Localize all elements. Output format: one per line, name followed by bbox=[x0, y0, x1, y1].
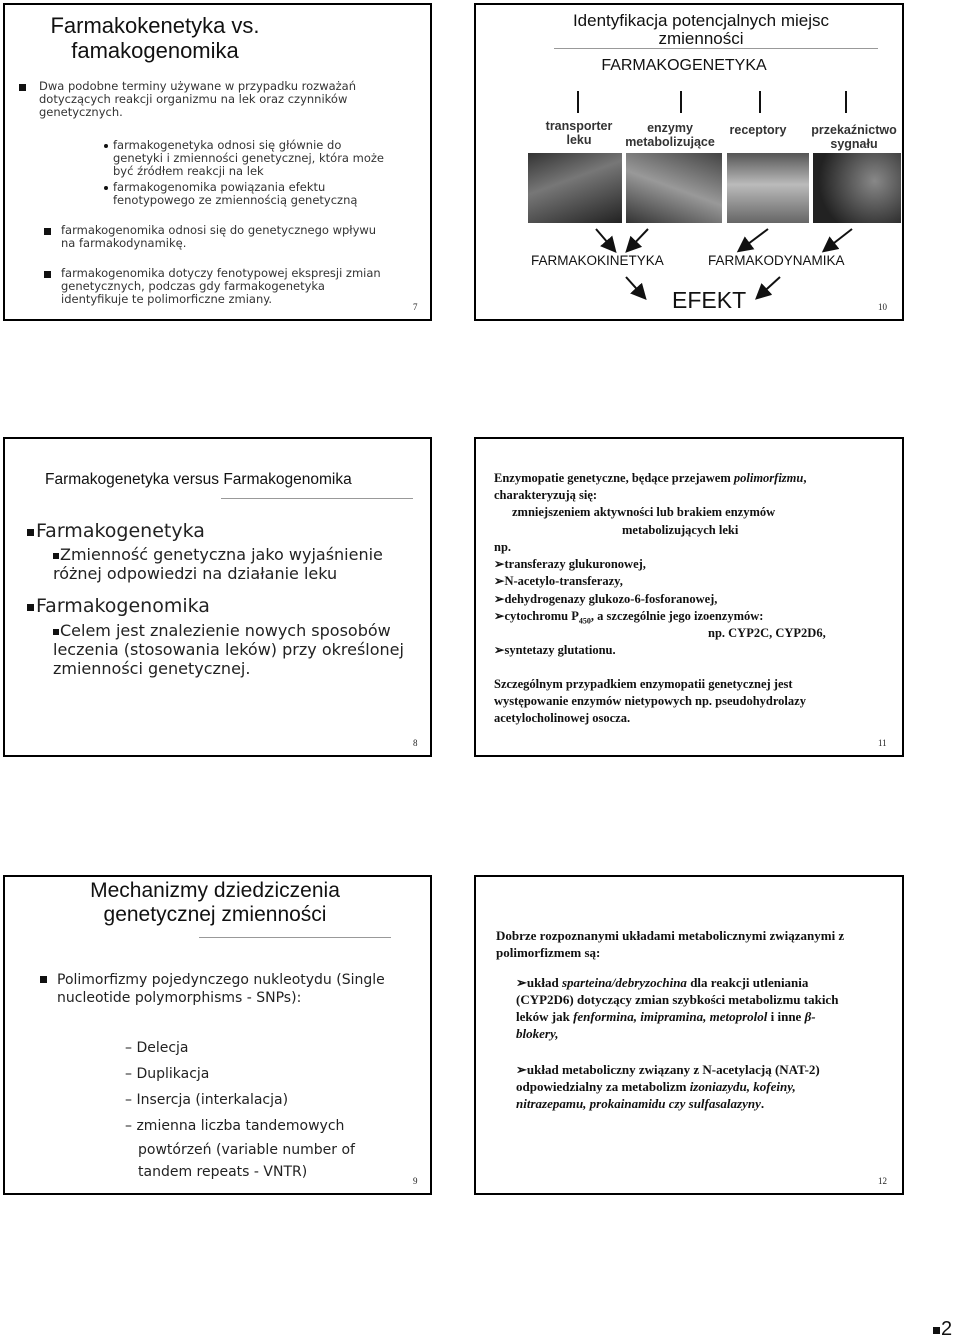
label-line: metabolizujące bbox=[625, 135, 715, 149]
text-line: fenotypowego ze zmiennością genetyczną bbox=[113, 193, 358, 207]
label-line: receptory bbox=[729, 123, 787, 137]
text-line: dotyczących reakcji organizmu na lek oraz czynników bbox=[39, 92, 348, 106]
text-line: (CYP2D6) dotyczący zmian szybkości metabolizmu takich bbox=[516, 992, 839, 1007]
slide-8 bbox=[3, 437, 432, 757]
text-line: leków jak fenformina, imipramina, metoprolol i inne β- bbox=[516, 1009, 816, 1024]
arrow-icon bbox=[740, 229, 768, 250]
arrow-bullet-icon: ➢ bbox=[516, 1062, 527, 1077]
arrow-bullet-icon: ➢ bbox=[494, 574, 505, 588]
label-line: leku bbox=[566, 133, 592, 147]
label-line: przekaźnictwo bbox=[811, 123, 897, 137]
title-underline bbox=[199, 937, 391, 938]
flow-arrows bbox=[476, 5, 904, 321]
text-line: nitrazepamu, prokainamidu czy sulfasalazyny. bbox=[516, 1096, 765, 1111]
dot-item bbox=[113, 139, 403, 178]
arrow-icon bbox=[596, 229, 614, 250]
text-line: genetyki i zmienności genetycznej, która może bbox=[113, 151, 384, 165]
text-line: Polimorfizmy pojedynczego nukleotydu (Single bbox=[57, 972, 385, 988]
text-line: nucleotide polymorphisms - SNPs): bbox=[57, 990, 302, 1006]
text-line: farmakogenetyka odnosi się głównie do bbox=[113, 138, 342, 152]
arrow-bullet-icon: ➢ bbox=[494, 643, 505, 657]
bullet-2 bbox=[61, 224, 421, 250]
text-line: farmakogenomika dotyczy fenotypowej ekspresji zmian bbox=[61, 266, 381, 280]
text-line: genetycznych. bbox=[39, 105, 123, 119]
text-line: Zmienność genetyczna jako wyjaśnienie bbox=[60, 545, 383, 564]
square-bullet-icon bbox=[44, 228, 51, 235]
arrow-bullet-icon: ➢ bbox=[494, 592, 505, 606]
page-number: 11 bbox=[878, 738, 887, 748]
heading-text: Farmakogenetyka bbox=[36, 520, 205, 542]
text-line: polimorfizmem są: bbox=[496, 945, 601, 960]
text-line: leczenia (stosowania leków) przy określonej bbox=[53, 640, 404, 659]
dot-bullet-icon bbox=[104, 186, 108, 190]
arrow-icon bbox=[628, 229, 648, 250]
slide-11 bbox=[474, 437, 904, 757]
text-line: występowanie enzymów nietypowych np. pseudohydrolazy bbox=[494, 694, 806, 708]
text-farmakogenetyka bbox=[53, 545, 432, 583]
title-line: zmienności bbox=[658, 29, 744, 48]
text-line: genetycznych, podczas gdy farmakogenetyka bbox=[61, 279, 325, 293]
heading-farmakogenomika bbox=[27, 595, 210, 617]
text-line: na farmakodynamikę. bbox=[61, 236, 187, 250]
square-bullet-icon bbox=[44, 271, 51, 278]
arrow-icon bbox=[758, 277, 780, 297]
list-item: ➢układ metaboliczny związany z N-acetylacją (NAT-2) bbox=[516, 1062, 820, 1077]
text-farmakogenomika bbox=[53, 621, 432, 678]
dot-item bbox=[113, 181, 403, 207]
text-line: charakteryzują się: bbox=[494, 488, 598, 502]
slide-8-title: Farmakogenetyka versus Farmakogenomika bbox=[45, 471, 352, 488]
label-line: transporter bbox=[545, 119, 613, 133]
text-line: blokery, bbox=[516, 1026, 559, 1041]
arrow-bullet-icon: ➢ bbox=[516, 975, 527, 990]
arrow-bullet-icon: ➢ bbox=[494, 609, 505, 623]
page-number: 7 bbox=[413, 302, 418, 312]
title-line: famakogenomika bbox=[71, 38, 239, 63]
page-number: 9 bbox=[413, 1176, 418, 1186]
text-line: odpowiedzialny za metabolizm izoniazydu, kofeiny, bbox=[516, 1079, 796, 1094]
list-item: ➢transferazy glukuronowej, bbox=[494, 557, 646, 571]
snp-bullet bbox=[57, 971, 427, 1007]
text-line: np. bbox=[494, 540, 512, 554]
square-bullet-icon bbox=[27, 529, 34, 536]
text-line: farmakogenomika powiązania efektu bbox=[113, 180, 326, 194]
text-line: zmniejszeniem aktywności lub brakiem enzymów bbox=[512, 505, 776, 519]
slide-9-title bbox=[45, 879, 385, 927]
slide-10 bbox=[474, 3, 904, 321]
text-line: farmakogenomika odnosi się do genetycznego wpływu bbox=[61, 223, 377, 237]
square-bullet-icon bbox=[933, 1327, 940, 1334]
square-bullet-icon bbox=[40, 976, 47, 983]
square-bullet-icon bbox=[19, 84, 26, 91]
text-line: metabolizujących leki bbox=[622, 523, 739, 537]
text-line: Celem jest znalezienie nowych sposobów bbox=[60, 621, 391, 640]
label-line: sygnału bbox=[830, 137, 878, 151]
page-number: 12 bbox=[878, 1176, 887, 1186]
text-line: być źródłem reakcji na lek bbox=[113, 164, 264, 178]
list-item: – Duplikacja bbox=[125, 1066, 210, 1082]
square-bullet-icon bbox=[53, 629, 59, 635]
list-item: ➢N-acetylo-transferazy, bbox=[494, 574, 623, 588]
sheet-page-number: 2 bbox=[933, 1318, 952, 1341]
text-line: Dwa podobne terminy używane w przypadku rozważań bbox=[39, 79, 357, 93]
arrow-bullet-icon: ➢ bbox=[494, 557, 505, 571]
title-line: Identyfikacja potencjalnych miejsc bbox=[572, 11, 830, 30]
title-line: genetycznej zmienności bbox=[103, 903, 327, 926]
square-bullet-icon bbox=[53, 553, 59, 559]
text-line: powtórzeń (variable number of bbox=[138, 1142, 355, 1158]
slide-9 bbox=[3, 875, 432, 1195]
dot-bullet-icon bbox=[104, 144, 108, 148]
text-line: tandem repeats - VNTR) bbox=[138, 1164, 308, 1180]
intro-bullet bbox=[39, 80, 429, 119]
text-line: Dobrze rozpoznanymi układami metabolicznymi związanymi z bbox=[496, 928, 845, 943]
list-item: – Insercja (interkalacja) bbox=[125, 1092, 289, 1108]
list-item: – zmienna liczba tandemowych bbox=[125, 1118, 345, 1134]
square-bullet-icon bbox=[27, 604, 34, 611]
efekt-label: EFEKT bbox=[672, 287, 747, 313]
title-line: Farmakokenetyka vs. bbox=[50, 13, 260, 38]
text-line: zmienności genetycznej. bbox=[53, 659, 251, 678]
arrow-icon bbox=[825, 229, 852, 250]
list-item: ➢cytochromu $P_{450}$, a szczególnie jego izoenzymów: bbox=[494, 609, 764, 626]
list-item: – Delecja bbox=[125, 1040, 189, 1056]
title-underline bbox=[221, 498, 413, 499]
page-number: 8 bbox=[413, 738, 418, 748]
list-item: ➢syntetazy glutationu. bbox=[494, 643, 616, 657]
slide-12 bbox=[474, 875, 904, 1195]
text-line: Enzymopatie genetyczne, będące przejawem polimorfizmu, bbox=[494, 471, 807, 485]
farmakodynamika-label: FARMAKODYNAMIKA bbox=[708, 253, 845, 268]
heading-text: Farmakogenomika bbox=[36, 595, 210, 617]
title-line: Mechanizmy dziedziczenia bbox=[90, 879, 340, 902]
sub-list bbox=[125, 1035, 355, 1183]
text-line: np. CYP2C, CYP2D6, bbox=[708, 626, 826, 640]
farmakokinetyka-label: FARMAKOKINETYKA bbox=[531, 253, 664, 268]
text-line: różnej odpowiedzi na działanie leku bbox=[53, 564, 338, 583]
bullet-3 bbox=[61, 267, 421, 306]
label-line: enzymy bbox=[647, 121, 693, 135]
farmakogenetyka-heading: FARMAKOGENETYKA bbox=[601, 57, 767, 74]
slide-7-title bbox=[5, 13, 305, 63]
text-line: acetylocholinowej osocza. bbox=[494, 711, 631, 725]
list-item: ➢układ sparteina/debryzochina dla reakcji utleniania bbox=[516, 975, 809, 990]
slide-7 bbox=[3, 3, 432, 321]
text-line: identyfikuje te polimorficzne zmiany. bbox=[61, 292, 273, 306]
text-line: Szczególnym przypadkiem enzymopatii genetycznej jest bbox=[494, 677, 793, 691]
heading-farmakogenetyka bbox=[27, 520, 205, 542]
page-number: 10 bbox=[878, 302, 887, 312]
arrow-icon bbox=[626, 277, 644, 297]
list-item: ➢dehydrogenazy glukozo-6-fosforanowej, bbox=[494, 592, 718, 606]
